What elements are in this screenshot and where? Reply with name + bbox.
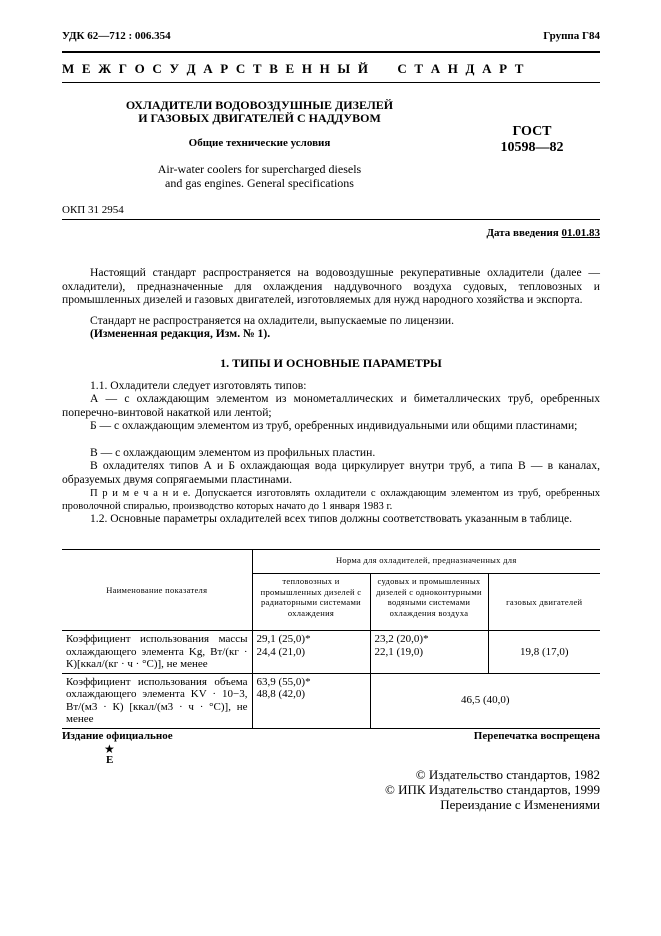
row-1-name <box>62 631 252 674</box>
row-1-label: Коэффициент использования массы охлаждающего элемента Kg, Вт/(кг · К)[ккал/(кг · ч · °С)], не менее <box>66 633 248 670</box>
row-1-col-2-a: 23,2 (20,0)* <box>374 633 429 645</box>
banner: М Е Ж Г О С У Д А Р С Т В Е Н Н Ы Й С Т А Н Д А Р Т <box>62 61 526 76</box>
star-icon: ★ <box>104 742 115 756</box>
row-1-col-2-b: 22,1 (19,0) <box>374 645 424 658</box>
table-header-row <box>62 550 600 574</box>
note-text: Допускается изготовлять охладители с охлаждающим элементом из труб, оребренных проволочной спиралью, производство которых начато до 1 января 1983 г. <box>62 488 601 512</box>
udk-code: УДК 62—712 : 006.354 <box>62 30 171 42</box>
top-rule <box>62 51 600 53</box>
row-2-name <box>62 673 252 728</box>
row-2-col-1 <box>252 673 370 728</box>
edition-mark: Е <box>106 754 114 766</box>
gost-number: 10598—82 <box>500 140 564 155</box>
subtitle: Общие технические условия <box>188 137 331 149</box>
reprint-prohibited: Перепечатка воспрещена <box>473 730 600 742</box>
official-edition: Издание официальное <box>62 730 173 742</box>
row-2-label: Коэффициент использования объема охлаждающего элемента KV · 10−3, Вт/(м3 · К) [ккал/(м3 · ч · °С)], не менее <box>66 675 248 725</box>
clause-1-2: 1.2. Основные параметры охладителей всех типов должны соответствовать указанным в таблице. <box>90 512 573 525</box>
water-circulation: В охладителях типов А и Б охлаждающая вода циркулирует внутри труб, а типа В — в каналах, образуемых двумя сопрягаемыми пластинами. <box>62 459 600 486</box>
title-line-2: И ГАЗОВЫХ ДВИГАТЕЛЕЙ С НАДДУВОМ <box>138 111 381 125</box>
row-1-col-1 <box>252 631 370 674</box>
header-sub-3: газовых двигателей <box>488 574 600 631</box>
note-label: П р и м е ч а н и е. <box>90 488 191 499</box>
parameters-table <box>62 549 600 729</box>
section-heading: 1. ТИПЫ И ОСНОВНЫЕ ПАРАМЕТРЫ <box>220 356 442 370</box>
intro-date-label: Дата введения <box>486 227 559 239</box>
intro-paragraph: Настоящий стандарт распространяется на водовоздушные рекуперативные охладители (далее — охладители), предназначенные для охлаждения наддувочного воздуха судовых, тепловозных и промышленных дизелей и газовых двигателей, изготовляемых для нужд народного хозяйства и экспорта. <box>62 266 600 306</box>
intro-date <box>486 227 600 239</box>
title-en-2: and gas engines. General specifications <box>165 176 354 190</box>
note <box>62 488 600 513</box>
row-2-col-1-a: 63,9 (55,0)* <box>256 675 311 688</box>
type-v: В — с охлаждающим элементом из профильных пластин. <box>90 446 376 459</box>
amendment-note: (Измененная редакция, Изм. № 1). <box>90 327 271 340</box>
okp-rule <box>62 219 600 220</box>
header-sub-2: судовых и промышленных дизелей с одноконтурными водяными системами охлаждения воздуха <box>370 574 488 631</box>
row-2-col-23: 46,5 (40,0) <box>370 673 600 728</box>
reissue-note: Переиздание с Изменениями <box>440 797 600 812</box>
row-1-col-2 <box>370 631 488 674</box>
row-1-col-1-b: 24,4 (21,0) <box>256 645 306 658</box>
header-sub-1: тепловозных и промышленных дизелей с радиаторными системами охлаждения <box>252 574 370 631</box>
banner-rule <box>62 82 600 83</box>
title-en-1: Air-water coolers for supercharged diesels <box>157 162 362 176</box>
okp-code: ОКП 31 2954 <box>62 204 124 216</box>
group-code: Группа Г84 <box>543 30 600 42</box>
table-row <box>62 673 600 728</box>
gost-label: ГОСТ <box>512 124 552 139</box>
header-name: Наименование показателя <box>62 550 252 631</box>
row-1-col-1-a: 29,1 (25,0)* <box>256 633 311 645</box>
title-line-1: ОХЛАДИТЕЛИ ВОДОВОЗДУШНЫЕ ДИЗЕЛЕЙ <box>125 98 394 112</box>
copyright-1999: © ИПК Издательство стандартов, 1999 <box>385 782 600 797</box>
type-b: Б — с охлаждающим элементом из труб, оребренных индивидуальными или общими пластинами; <box>90 419 578 432</box>
table-row <box>62 631 600 674</box>
copyright-1982: © Издательство стандартов, 1982 <box>415 767 600 782</box>
clause-1-1: 1.1. Охладители следует изготовлять типов: <box>90 379 307 392</box>
type-a: А — с охлаждающим элементом из монометаллических и биметаллических труб, оребренных поперечно-винтовой накаткой или лентой; <box>62 392 600 419</box>
row-2-col-1-b: 48,8 (42,0) <box>256 688 306 700</box>
row-1-col-3: 19,8 (17,0) <box>488 631 600 674</box>
license-paragraph: Стандарт не распространяется на охладители, выпускаемые по лицензии. <box>90 314 455 327</box>
intro-date-value: 01.01.83 <box>561 227 600 239</box>
header-group: Норма для охладителей, предназначенных для <box>252 550 600 574</box>
